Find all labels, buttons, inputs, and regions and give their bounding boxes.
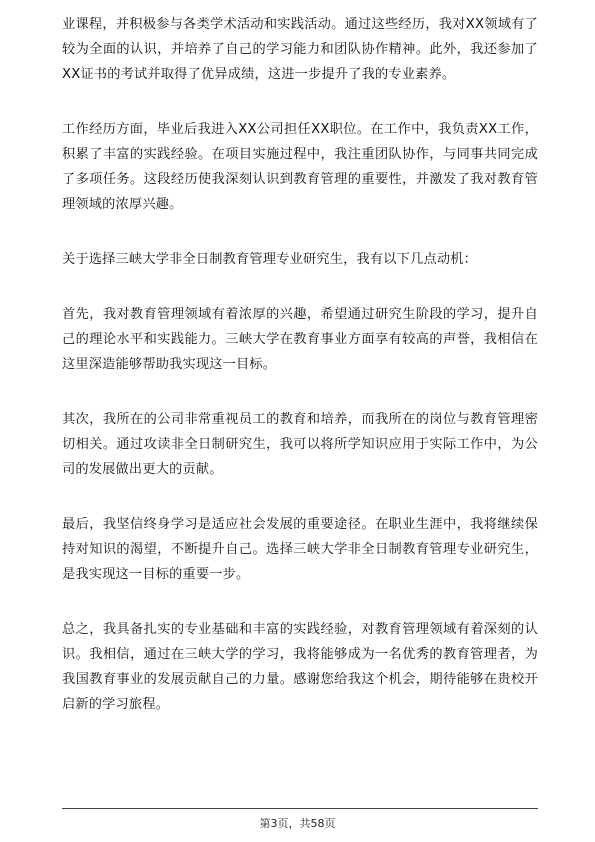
- page-number: 第3页，共58页: [259, 817, 336, 830]
- document-body: [62, 12, 538, 747]
- paragraph-motivation-second: 其次，我所在的公司非常重视员工的教育和培养，而我所在的岗位与教育管理密切相关。通过攻读非全日制研究生，我可以将所学知识应用于实际工作中，为公司的发展做出更大的贡献。: [62, 412, 538, 477]
- paragraph-conclusion: 总之，我具备扎实的专业基础和丰富的实践经验，对教育管理领域有着深刻的认识。我相信，通过在三峡大学的学习，我将能够成为一名优秀的教育管理者，为我国教育事业的发展贡献自己的力量。感谢您给我这个机会，期待能够在贵校开启新的学习旅程。: [62, 622, 538, 712]
- paragraph-motivation-intro: 关于选择三峡大学非全日制教育管理专业研究生，我有以下几点动机：: [62, 252, 478, 267]
- paragraph-work-experience: 工作经历方面，毕业后我进入XX公司担任XX职位。在工作中，我负责XX工作，积累了丰富的实践经验。在项目实施过程中，我注重团队协作，与同事共同完成了多项任务。这段经历使我深刻认识到教育管理的重要性，并激发了我对教育管理领域的浓厚兴趣。: [62, 122, 538, 212]
- paragraph-motivation-last: 最后，我坚信终身学习是适应社会发展的重要途径。在职业生涯中，我将继续保持对知识的渴望，不断提升自己。选择三峡大学非全日制教育管理专业研究生，是我实现这一目标的重要一步。: [62, 517, 538, 582]
- footer-divider: [62, 808, 538, 809]
- paragraph-education: 业课程，并积极参与各类学术活动和实践活动。通过这些经历，我对XX领域有了较为全面的认识，并培养了自己的学习能力和团队协作精神。此外，我还参加了XX证书的考试并取得了优异成绩，这进一步提升了我的专业素养。: [62, 17, 538, 82]
- paragraph-motivation-first: 首先，我对教育管理领域有着浓厚的兴趣，希望通过研究生阶段的学习，提升自己的理论水平和实践能力。三峡大学在教育事业方面享有较高的声誉，我相信在这里深造能够帮助我实现这一目标。: [62, 307, 538, 372]
